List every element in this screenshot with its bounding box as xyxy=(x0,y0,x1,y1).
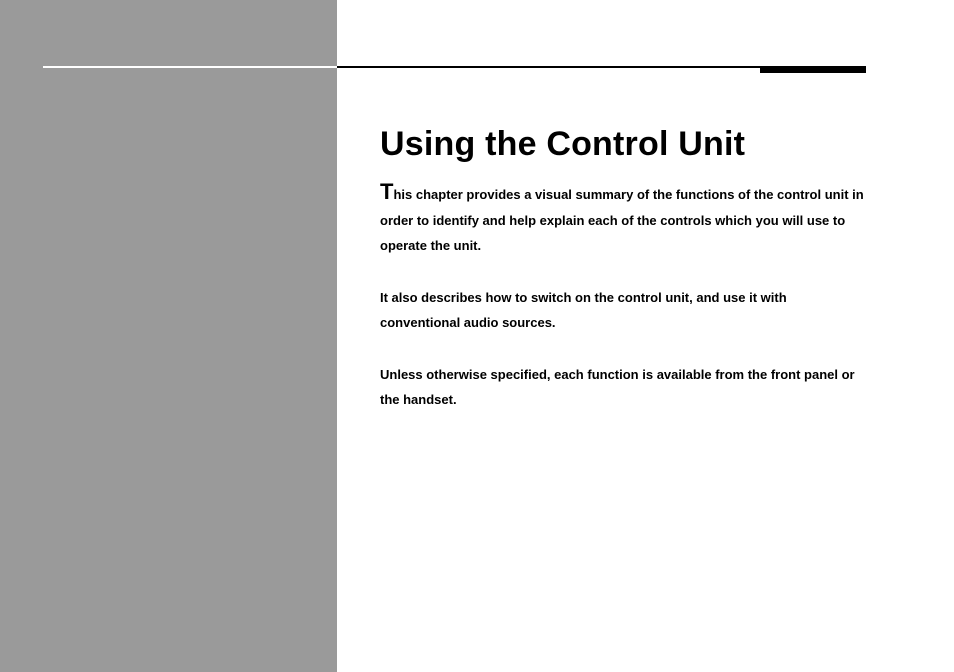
intro-text: his chapter provides a visual summary of the functions of the control unit in order to identify and help explain each of the controls which you will use to operate the unit. xyxy=(380,187,864,254)
intro-paragraph xyxy=(380,179,870,259)
header-rule-left xyxy=(43,66,337,68)
chapter-content xyxy=(380,122,870,413)
paragraph-2: It also describes how to switch on the control unit, and use it with conventional audio sources. xyxy=(380,289,787,331)
paragraph-3: Unless otherwise specified, each function is available from the front panel or the handset. xyxy=(380,366,855,408)
chapter-title: Using the Control Unit xyxy=(380,125,746,163)
drop-cap: T xyxy=(380,179,394,204)
header-rule-tab xyxy=(760,66,866,73)
grey-sidebar xyxy=(0,0,337,672)
